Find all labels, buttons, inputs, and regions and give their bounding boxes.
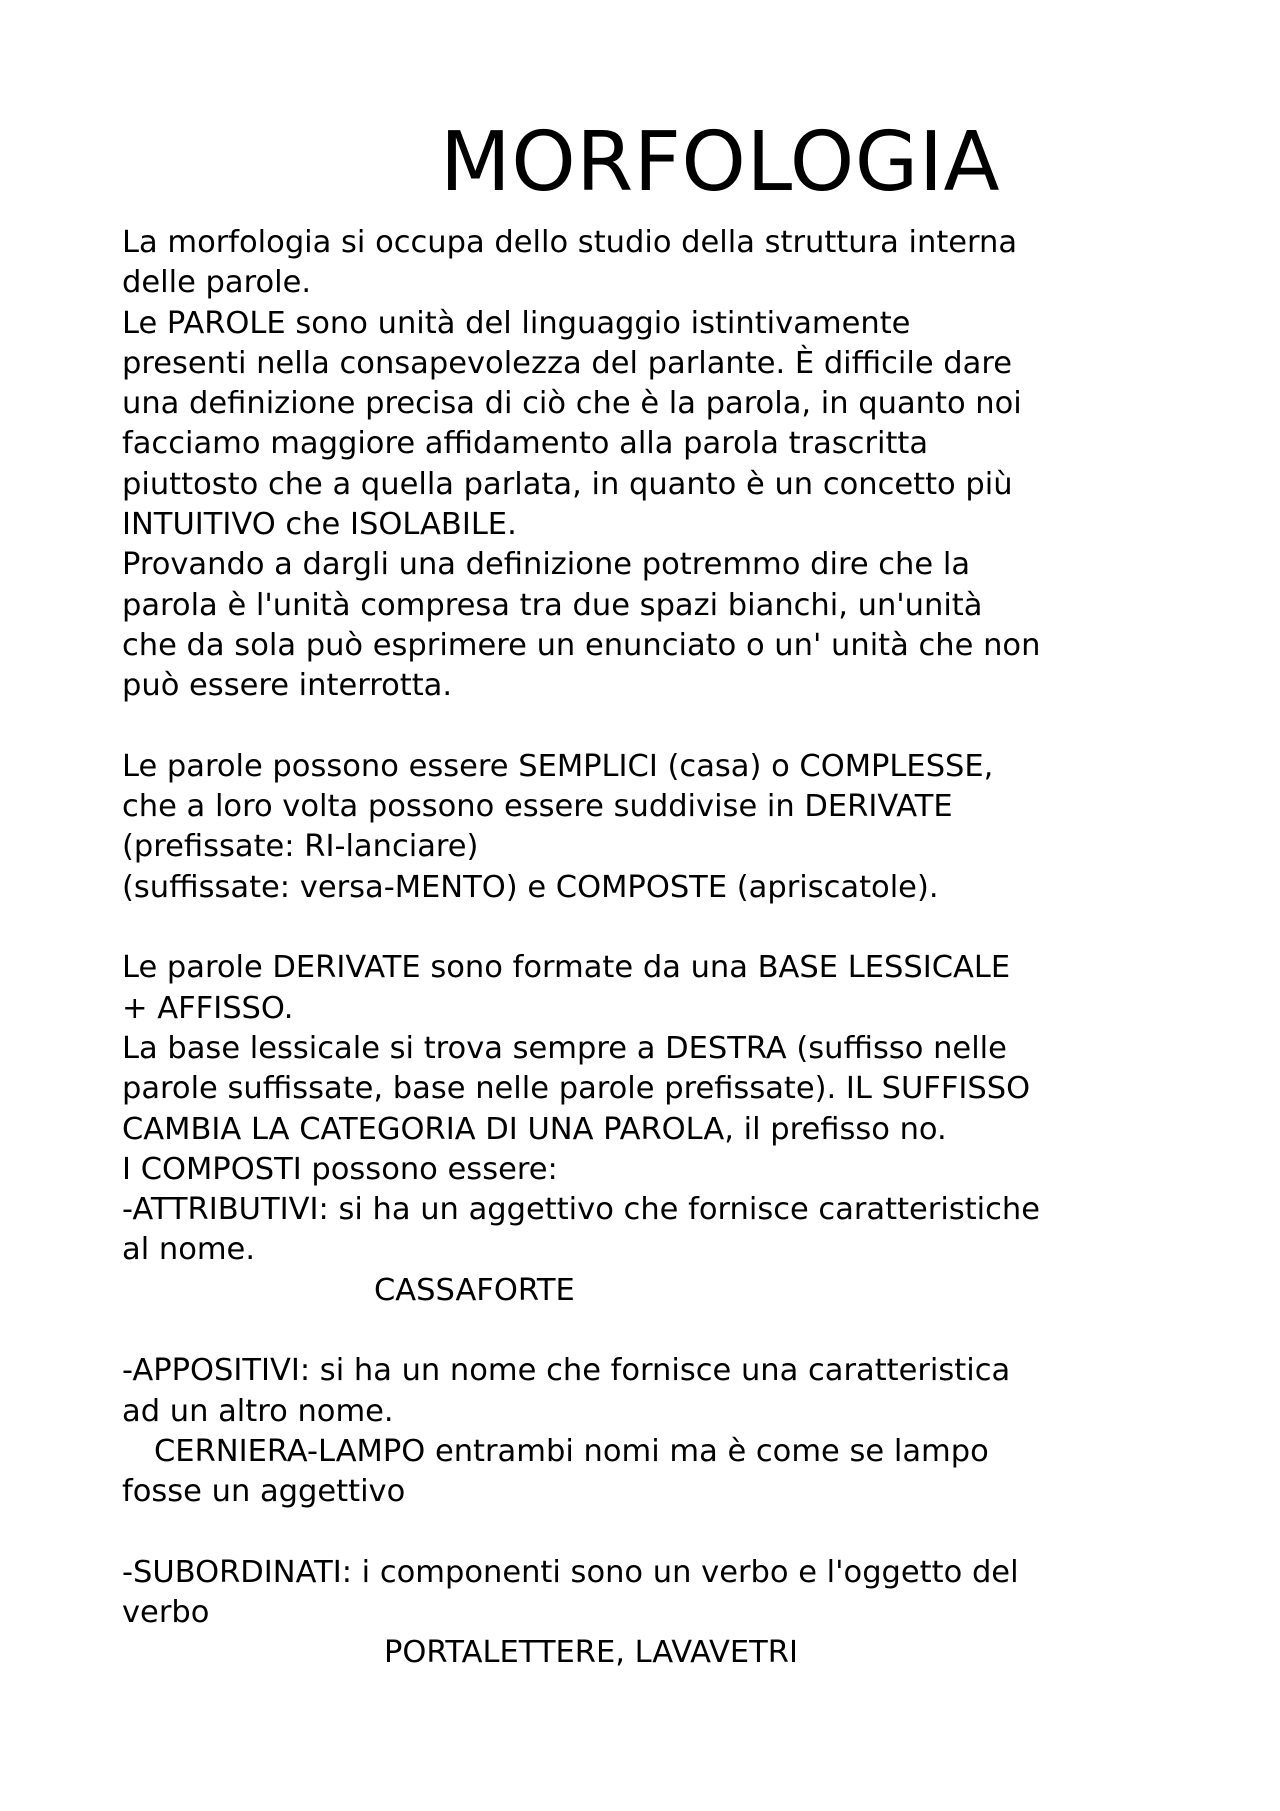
text-line: -ATTRIBUTIVI: si ha un aggettivo che fornisce caratteristiche	[122, 1192, 1041, 1228]
text-line: che a loro volta possono essere suddivise in DERIVATE	[122, 789, 953, 825]
text-line: + AFFISSO.	[122, 990, 294, 1026]
text-line: al nome.	[122, 1232, 256, 1268]
text-line: CAMBIA LA CATEGORIA DI UNA PAROLA, il prefisso no.	[122, 1111, 947, 1147]
blank-line	[122, 707, 1182, 747]
text-line: (suffissate: versa-MENTO) e COMPOSTE (apriscatole).	[122, 869, 939, 905]
text-line: (prefissate: RI-lanciare)	[122, 829, 479, 865]
text-line: che da sola può esprimere un enunciato o un' unità che non	[122, 627, 1041, 663]
blank-line	[122, 908, 1182, 948]
text-line: verbo	[122, 1595, 210, 1631]
text-line: Le parole DERIVATE sono formate da una BASE LESSICALE	[122, 950, 1011, 986]
text-line: Le parole possono essere SEMPLICI (casa) o COMPLESSE,	[122, 748, 994, 784]
text-line: facciamo maggiore affidamento alla parola trascritta	[122, 426, 929, 462]
text-line: -APPOSITIVI: si ha un nome che fornisce una caratteristica	[122, 1353, 1011, 1389]
text-line: piuttosto che a quella parlata, in quanto è un concetto più	[122, 466, 1013, 502]
text-line: ad un altro nome.	[122, 1393, 394, 1429]
text-line: delle parole.	[122, 265, 312, 301]
text-line: presenti nella consapevolezza del parlante. È difficile dare	[122, 345, 1012, 381]
blank-line	[122, 1311, 1182, 1351]
text-line: può essere interrotta.	[122, 668, 453, 704]
text-line: una definizione precisa di ciò che è la parola, in quanto noi	[122, 386, 1022, 422]
text-line: fosse un aggettivo	[122, 1474, 406, 1510]
text-line: Le PAROLE sono unità del linguaggio istintivamente	[122, 305, 911, 341]
text-line: parola è l'unità compresa tra due spazi bianchi, un'unità	[122, 587, 983, 623]
document-body	[122, 223, 1182, 1674]
blank-line	[122, 1513, 1182, 1553]
text-line: La morfologia si occupa dello studio della struttura interna	[122, 225, 1018, 260]
text-line: INTUITIVO che ISOLABILE.	[122, 507, 517, 543]
text-line: I COMPOSTI possono essere:	[122, 1151, 558, 1187]
example-word: CERNIERA-LAMPO entrambi nomi ma è come se lampo	[154, 1433, 989, 1469]
text-line: La base lessicale si trova sempre a DESTRA (suffisso nelle	[122, 1030, 1007, 1066]
text-line: parole suffissate, base nelle parole prefissate). IL SUFFISSO	[122, 1071, 1031, 1107]
example-word: PORTALETTERE, LAVAVETRI	[384, 1635, 798, 1671]
text-line: -SUBORDINATI: i componenti sono un verbo e l'oggetto del	[122, 1554, 1019, 1590]
text-line: Provando a dargli una definizione potremmo dire che la	[122, 547, 971, 583]
example-word: CASSAFORTE	[374, 1272, 575, 1308]
page-title: MORFOLOGIA	[440, 115, 1001, 210]
